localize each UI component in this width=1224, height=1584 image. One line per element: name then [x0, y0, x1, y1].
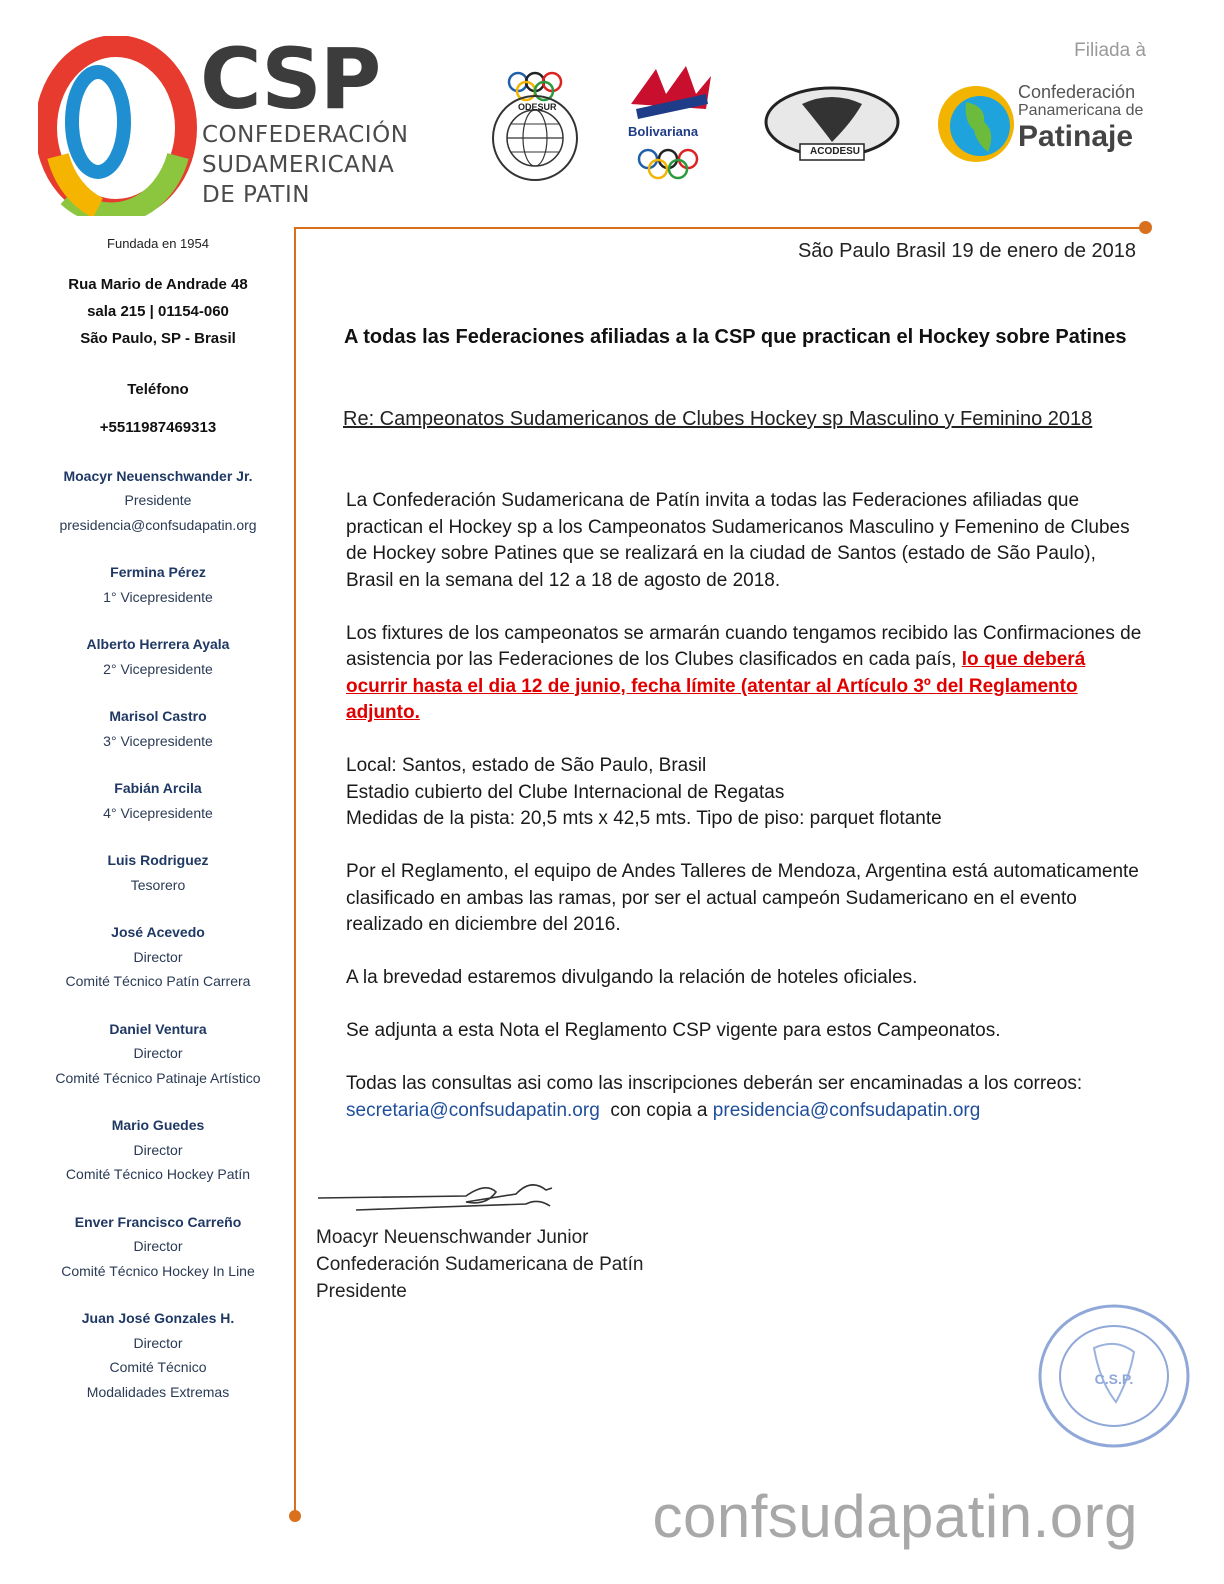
member-entry: [40, 776, 276, 825]
address-line: São Paulo, SP - Brasil: [80, 329, 236, 347]
signature-block: [316, 1224, 643, 1305]
member-name: José Acevedo: [111, 924, 205, 940]
signature-icon: [316, 1176, 566, 1226]
bolivariana-text: Bolivariana: [628, 124, 699, 139]
csp-ring-icon: [38, 36, 198, 216]
phone-number: +5511987469313: [99, 419, 217, 436]
member-role: Tesorero: [130, 876, 186, 893]
csp-seal-icon: [1036, 1302, 1192, 1450]
member-name: Marisol Castro: [109, 708, 207, 724]
member-role: Comité Técnico: [109, 1359, 207, 1375]
member-role: Comité Técnico Patinaje Artístico: [55, 1069, 261, 1086]
member-name: Mario Guedes: [111, 1117, 205, 1133]
logo-sub-line: CONFEDERACIÓN: [202, 122, 409, 148]
seal-center: C.S.P.: [1094, 1371, 1134, 1387]
member-entry: [40, 1017, 276, 1091]
csp-logo: [38, 30, 409, 216]
paragraph-text: Todas las consultas asi como las inscripciones deberán ser encaminadas a los correos:: [346, 1073, 1083, 1094]
members-list: [40, 464, 276, 1405]
member-entry: [40, 704, 276, 753]
member-entry: [40, 1306, 276, 1404]
member-name: Fabián Arcila: [114, 780, 202, 796]
cpp-text-line2: Panamericana de: [1018, 102, 1144, 119]
member-role: Comité Técnico Hockey In Line: [61, 1262, 255, 1279]
copy-text: con copia a: [599, 1099, 713, 1121]
paragraph: Por el Reglamento, el equipo de Andes Talleres de Mendoza, Argentina está automaticamente clasificado en ambas las ramas, por ser el actual campeón Sudamericano en el evento realizado en diciembre del 2016.: [346, 861, 1139, 935]
member-entry: [40, 464, 276, 538]
member-role: Director: [133, 1045, 183, 1061]
signer-org: Confederación Sudamericana de Patín: [316, 1254, 644, 1275]
member-name: Juan José Gonzales H.: [81, 1310, 235, 1326]
address-line: Rua Mario de Andrade 48: [68, 275, 248, 293]
email-link-secretaria[interactable]: secretaria@confsudapatin.org: [346, 1099, 600, 1121]
venue-block: [346, 753, 1146, 833]
acodesu-logo: [762, 82, 902, 171]
paragraph: La Confederación Sudamericana de Patín invita a todas las Federaciones afiliadas que practican el Hockey sp a los Campeonatos Sudamericanos Masculino y Femenino de Clubes de Hockey sobre Patines que se realizará en la ciudad de Santos (estado de São Paulo), Brasil en la semana del 12 a 18 de agosto de 2018.: [346, 490, 1130, 591]
deadline-highlight: lo que deberá ocurrir hasta el dia 12 de junio, fecha límite (atentar al Artículo 3º del Reglamento adjunto: [346, 649, 1086, 723]
member-entry: [40, 632, 276, 681]
letter-date: São Paulo Brasil 19 de enero de 2018: [797, 240, 1136, 262]
bolivariana-logo: [626, 64, 716, 189]
address-line: sala 215 | 01154-060: [87, 302, 229, 320]
logo-sub-line: SUDAMERICANA: [202, 152, 395, 178]
logo-title: CSP: [200, 30, 380, 128]
member-name: Enver Francisco Carreño: [74, 1213, 242, 1230]
venue-line: Medidas de la pista: 20,5 mts x 42,5 mts. Tipo de piso: parquet flotante: [346, 808, 942, 829]
member-name: Daniel Ventura: [109, 1020, 207, 1037]
paragraph-text: Los fixtures de los campeonatos se armarán cuando tengamos recibido las Confirmaciones de asistencia por las Federaciones de los Clubes clasificados en cada país,: [346, 622, 1142, 670]
founded-text: Fundada en 1954: [107, 236, 209, 251]
member-role: Director: [133, 1334, 183, 1351]
deadline-period: .: [414, 702, 420, 723]
paragraph: [346, 1071, 1146, 1124]
signer-name: Moacyr Neuenschwander Junior: [316, 1227, 589, 1248]
footer-url[interactable]: confsudapatin.org: [652, 1483, 1138, 1550]
filiada-label: Filiada à: [1074, 40, 1146, 61]
member-role: 1° Vicepresidente: [103, 588, 213, 605]
member-role: 2° Vicepresidente: [103, 660, 213, 677]
frame-top-line: [294, 227, 1146, 229]
cpp-text-line3: Patinaje: [1018, 120, 1134, 153]
phone-title: Teléfono: [127, 380, 189, 398]
email-link-presidencia[interactable]: presidencia@confsudapatin.org: [712, 1099, 981, 1121]
odesur-text: ODESUR: [518, 102, 557, 112]
cpp-logo: [936, 82, 1144, 171]
letter-subject: Re: Campeonatos Sudamericanos de Clubes Hockey sp Masculino y Feminino 2018: [343, 408, 1093, 430]
affiliate-logos: [470, 64, 1150, 194]
cpp-text-line1: Confederación: [1018, 82, 1136, 102]
member-role: Director: [133, 948, 183, 965]
letter-body: [346, 488, 1146, 1151]
address-block: [40, 271, 276, 352]
member-role: Presidente: [124, 492, 192, 508]
acodesu-text: ACODESU: [810, 146, 861, 157]
frame-dot-icon: [1139, 221, 1152, 234]
member-entry: [40, 560, 276, 609]
sidebar: [40, 232, 276, 1404]
member-role: 3° Vicepresidente: [103, 732, 213, 749]
venue-line: Estadio cubierto del Clube Internacional de Regatas: [346, 781, 785, 803]
paragraph: [346, 621, 1146, 727]
paragraph: A la brevedad estaremos divulgando la relación de hoteles oficiales.: [346, 967, 918, 988]
logo-sub-line: DE PATIN: [202, 182, 310, 208]
frame-left-line: [294, 228, 296, 1516]
letter-addressee: A todas las Federaciones afiliadas a la CSP que practican el Hockey sobre Patines: [344, 326, 1127, 348]
member-entry: [40, 1210, 276, 1284]
member-role: 4° Vicepresidente: [103, 804, 213, 821]
member-name: Moacyr Neuenschwander Jr.: [63, 467, 253, 484]
member-entry: [40, 1113, 276, 1187]
member-name: Fermina Pérez: [110, 564, 206, 580]
frame-dot-icon: [289, 1510, 301, 1522]
member-role: Comité Técnico Patín Carrera: [65, 973, 251, 989]
member-role: Comité Técnico Hockey Patín: [65, 1166, 251, 1182]
member-role: Director: [133, 1238, 183, 1254]
member-email[interactable]: presidencia@confsudapatin.org: [59, 516, 257, 533]
member-role: Director: [133, 1141, 183, 1158]
signer-title: Presidente: [316, 1281, 407, 1302]
venue-line: Local: Santos, estado de São Paulo, Brasil: [346, 755, 707, 776]
paragraph: Se adjunta a esta Nota el Reglamento CSP vigente para estos Campeonatos.: [346, 1020, 1001, 1041]
member-role: Modalidades Extremas: [86, 1383, 230, 1400]
member-name: Alberto Herrera Ayala: [86, 636, 230, 652]
member-entry: [40, 920, 276, 994]
member-entry: [40, 848, 276, 897]
member-name: Luis Rodriguez: [107, 852, 209, 868]
odesur-logo: [480, 64, 590, 193]
